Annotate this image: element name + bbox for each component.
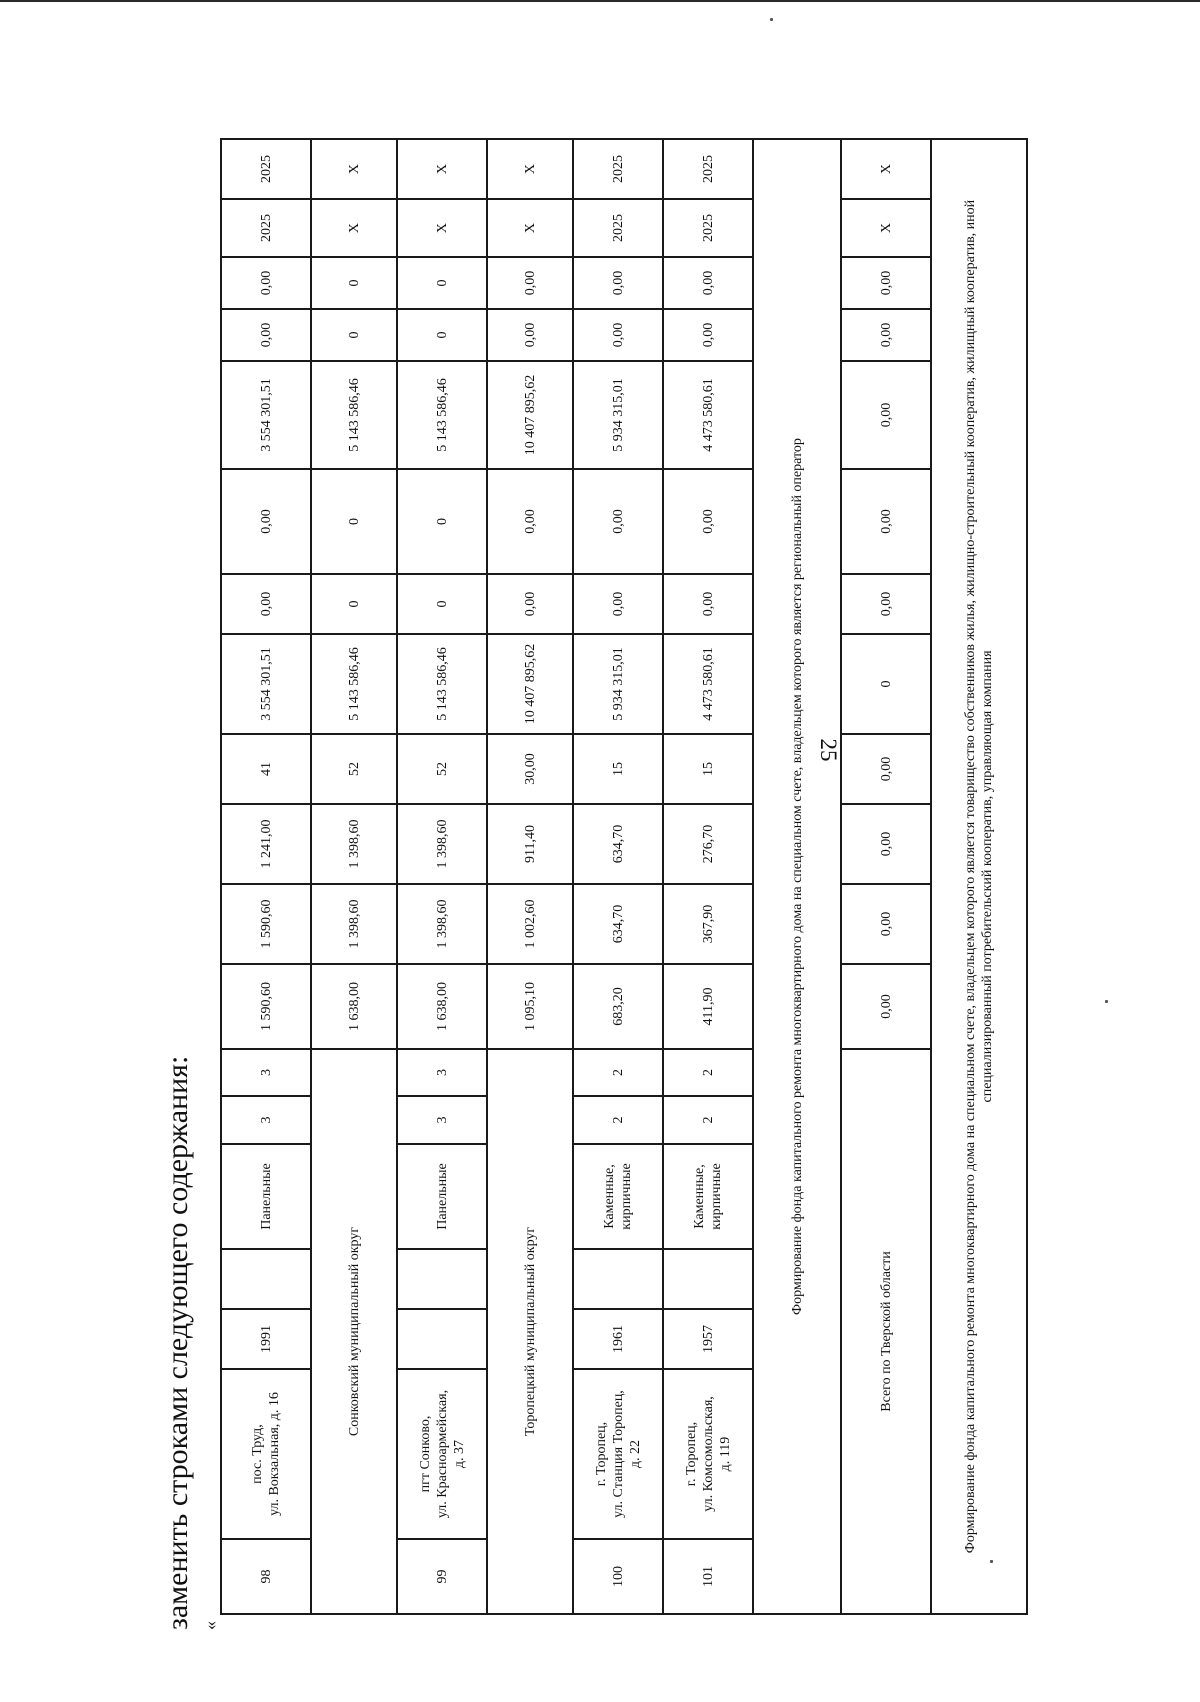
f2-cell: 0,00: [573, 469, 663, 574]
f5-cell: 0,00: [663, 257, 753, 309]
municipal-section-row: [311, 139, 397, 1614]
wall-material-cell: Панельные: [397, 1144, 487, 1249]
f4-cell: 0,00: [221, 309, 311, 361]
municipality-name-cell: Торопецкий муниципальный округ: [487, 1049, 573, 1614]
year-cell: [397, 1249, 487, 1309]
f1-cell: 0,00: [663, 574, 753, 634]
residents-cell: 52: [311, 734, 397, 804]
area-b-cell: 1 398,60: [397, 804, 487, 884]
total-cost-total-cell: 0: [841, 634, 931, 734]
area-b-cell: 1 241,00: [221, 804, 311, 884]
f4-cell: 0: [311, 309, 397, 361]
f1-cell: 0: [311, 574, 397, 634]
area-total-cell: 1 638,00: [311, 964, 397, 1049]
y1-cell: Х: [487, 199, 573, 257]
address-cell: пгт Сонково, ул. Красноармейская, д. 37: [397, 1369, 487, 1539]
table-row: [397, 139, 487, 1614]
f2-cell: 0: [311, 469, 397, 574]
regional-operator-row: [753, 139, 841, 1614]
entrances-cell: 2: [573, 1049, 663, 1096]
y2-cell: Х: [487, 139, 573, 199]
entrances-cell: 2: [663, 1049, 753, 1096]
capital-repair-table: [220, 138, 1028, 1615]
f2-cell: 0: [397, 469, 487, 574]
municipal-section-row: [487, 139, 573, 1614]
area-b-cell: 634,70: [573, 804, 663, 884]
total-area-total-cell: 0,00: [841, 964, 931, 1049]
total-y1-cell: Х: [841, 199, 931, 257]
page-number: 25: [816, 738, 841, 762]
area-total-cell: 411,90: [663, 964, 753, 1049]
floors-cell: 2: [573, 1096, 663, 1144]
f3-cell: 5 934 315,01: [573, 361, 663, 469]
cost-total-cell: 5 143 586,46: [311, 634, 397, 734]
address-cell: г. Торопец, ул. Станция Торопец, д. 22: [573, 1369, 663, 1539]
area-b-cell: 911,40: [487, 804, 573, 884]
f2-cell: 0,00: [221, 469, 311, 574]
cost-total-cell: 3 554 301,51: [221, 634, 311, 734]
year-cell: [573, 1249, 663, 1309]
area-a-cell: 634,70: [573, 884, 663, 964]
floors-cell: 3: [221, 1096, 311, 1144]
residents-cell: 41: [221, 734, 311, 804]
y2-cell: Х: [311, 139, 397, 199]
f2-cell: 0,00: [487, 469, 573, 574]
wall-material-cell: Панельные: [221, 1144, 311, 1249]
y1-cell: 2025: [221, 199, 311, 257]
total-f1-cell: 0,00: [841, 574, 931, 634]
total-y2-cell: Х: [841, 139, 931, 199]
f4-cell: 0,00: [487, 309, 573, 361]
floors-cell: 3: [397, 1096, 487, 1144]
f5-cell: 0,00: [487, 257, 573, 309]
owners-note: Формирование фонда капитального ремонта многоквартирного дома на специальном счете, владельцем которого является товарищество собственников жилья, жилищно-строительный кооператив, жилищный кооператив, иной специализированный потребительский кооператив, управляющая компания: [931, 139, 1027, 1614]
y1-cell: 2025: [573, 199, 663, 257]
year-built-cell: 1957: [663, 1309, 753, 1369]
area-a-cell: 1 590,60: [221, 884, 311, 964]
year-built-cell: 1961: [573, 1309, 663, 1369]
year-cell: [663, 1249, 753, 1309]
f1-cell: 0,00: [487, 574, 573, 634]
f5-cell: 0: [397, 257, 487, 309]
y1-cell: 2025: [663, 199, 753, 257]
f5-cell: 0: [311, 257, 397, 309]
residents-cell: 30,00: [487, 734, 573, 804]
entrances-cell: 3: [397, 1049, 487, 1096]
f1-cell: 0,00: [573, 574, 663, 634]
opening-quote-mark: «: [200, 1621, 220, 1630]
residents-cell: 52: [397, 734, 487, 804]
total-f4-cell: 0,00: [841, 309, 931, 361]
year-built-cell: 1991: [221, 1309, 311, 1369]
scan-artifact: [770, 18, 773, 21]
y1-cell: Х: [397, 199, 487, 257]
f3-cell: 3 554 301,51: [221, 361, 311, 469]
residents-cell: 15: [663, 734, 753, 804]
f4-cell: 0,00: [573, 309, 663, 361]
f3-cell: 10 407 895,62: [487, 361, 573, 469]
total-residents-cell: 0,00: [841, 734, 931, 804]
f3-cell: 4 473 580,61: [663, 361, 753, 469]
row-number-cell: 98: [221, 1539, 311, 1614]
address-cell: г. Торопец, ул. Комсомольская, д. 119: [663, 1369, 753, 1539]
area-a-cell: 1 002,60: [487, 884, 573, 964]
year-built-cell: [397, 1309, 487, 1369]
table-row: [221, 139, 311, 1614]
address-cell: пос. Труд, ул. Вокзальная, д. 16: [221, 1369, 311, 1539]
municipality-name-cell: Сонковский муниципальный округ: [311, 1049, 397, 1614]
total-f3-cell: 0,00: [841, 361, 931, 469]
scan-top-edge: [0, 0, 1200, 2]
total-label-cell: Всего по Тверской области: [841, 1049, 931, 1614]
y1-cell: Х: [311, 199, 397, 257]
section-heading: заменить строками следующего содержания:: [161, 1055, 194, 1630]
table-row: [573, 139, 663, 1614]
cost-total-cell: 5 934 315,01: [573, 634, 663, 734]
y2-cell: 2025: [573, 139, 663, 199]
area-a-cell: 1 398,60: [311, 884, 397, 964]
total-f2-cell: 0,00: [841, 469, 931, 574]
area-total-cell: 1 095,10: [487, 964, 573, 1049]
f1-cell: 0,00: [221, 574, 311, 634]
area-total-cell: 683,20: [573, 964, 663, 1049]
cost-total-cell: 10 407 895,62: [487, 634, 573, 734]
regional-operator-note: Формирование фонда капитального ремонта многоквартирного дома на специальном счете, владельцем которого является региональный оператор: [753, 139, 841, 1614]
f1-cell: 0: [397, 574, 487, 634]
residents-cell: 15: [573, 734, 663, 804]
f4-cell: 0: [397, 309, 487, 361]
total-f5-cell: 0,00: [841, 257, 931, 309]
area-total-cell: 1 638,00: [397, 964, 487, 1049]
rotated-page: [160, 85, 1060, 1630]
y2-cell: 2025: [663, 139, 753, 199]
wall-material-cell: Каменные, кирпичные: [663, 1144, 753, 1249]
row-number-cell: 100: [573, 1539, 663, 1614]
table-row: [663, 139, 753, 1614]
f2-cell: 0,00: [663, 469, 753, 574]
total-area-b-cell: 0,00: [841, 804, 931, 884]
area-b-cell: 1 398,60: [311, 804, 397, 884]
row-number-cell: 99: [397, 1539, 487, 1614]
area-total-cell: 1 590,60: [221, 964, 311, 1049]
f3-cell: 5 143 586,46: [397, 361, 487, 469]
area-a-cell: 367,90: [663, 884, 753, 964]
row-number-cell: 101: [663, 1539, 753, 1614]
scan-artifact: [1105, 1000, 1108, 1003]
table-body: [221, 139, 1027, 1614]
area-a-cell: 1 398,60: [397, 884, 487, 964]
total-area-a-cell: 0,00: [841, 884, 931, 964]
cost-total-cell: 4 473 580,61: [663, 634, 753, 734]
wall-material-cell: Каменные, кирпичные: [573, 1144, 663, 1249]
total-row: [841, 139, 931, 1614]
cost-total-cell: 5 143 586,46: [397, 634, 487, 734]
f5-cell: 0,00: [221, 257, 311, 309]
y2-cell: Х: [397, 139, 487, 199]
y2-cell: 2025: [221, 139, 311, 199]
year-cell: [221, 1249, 311, 1309]
f5-cell: 0,00: [573, 257, 663, 309]
f3-cell: 5 143 586,46: [311, 361, 397, 469]
area-b-cell: 276,70: [663, 804, 753, 884]
f4-cell: 0,00: [663, 309, 753, 361]
entrances-cell: 3: [221, 1049, 311, 1096]
floors-cell: 2: [663, 1096, 753, 1144]
owners-note-row: [931, 139, 1027, 1614]
